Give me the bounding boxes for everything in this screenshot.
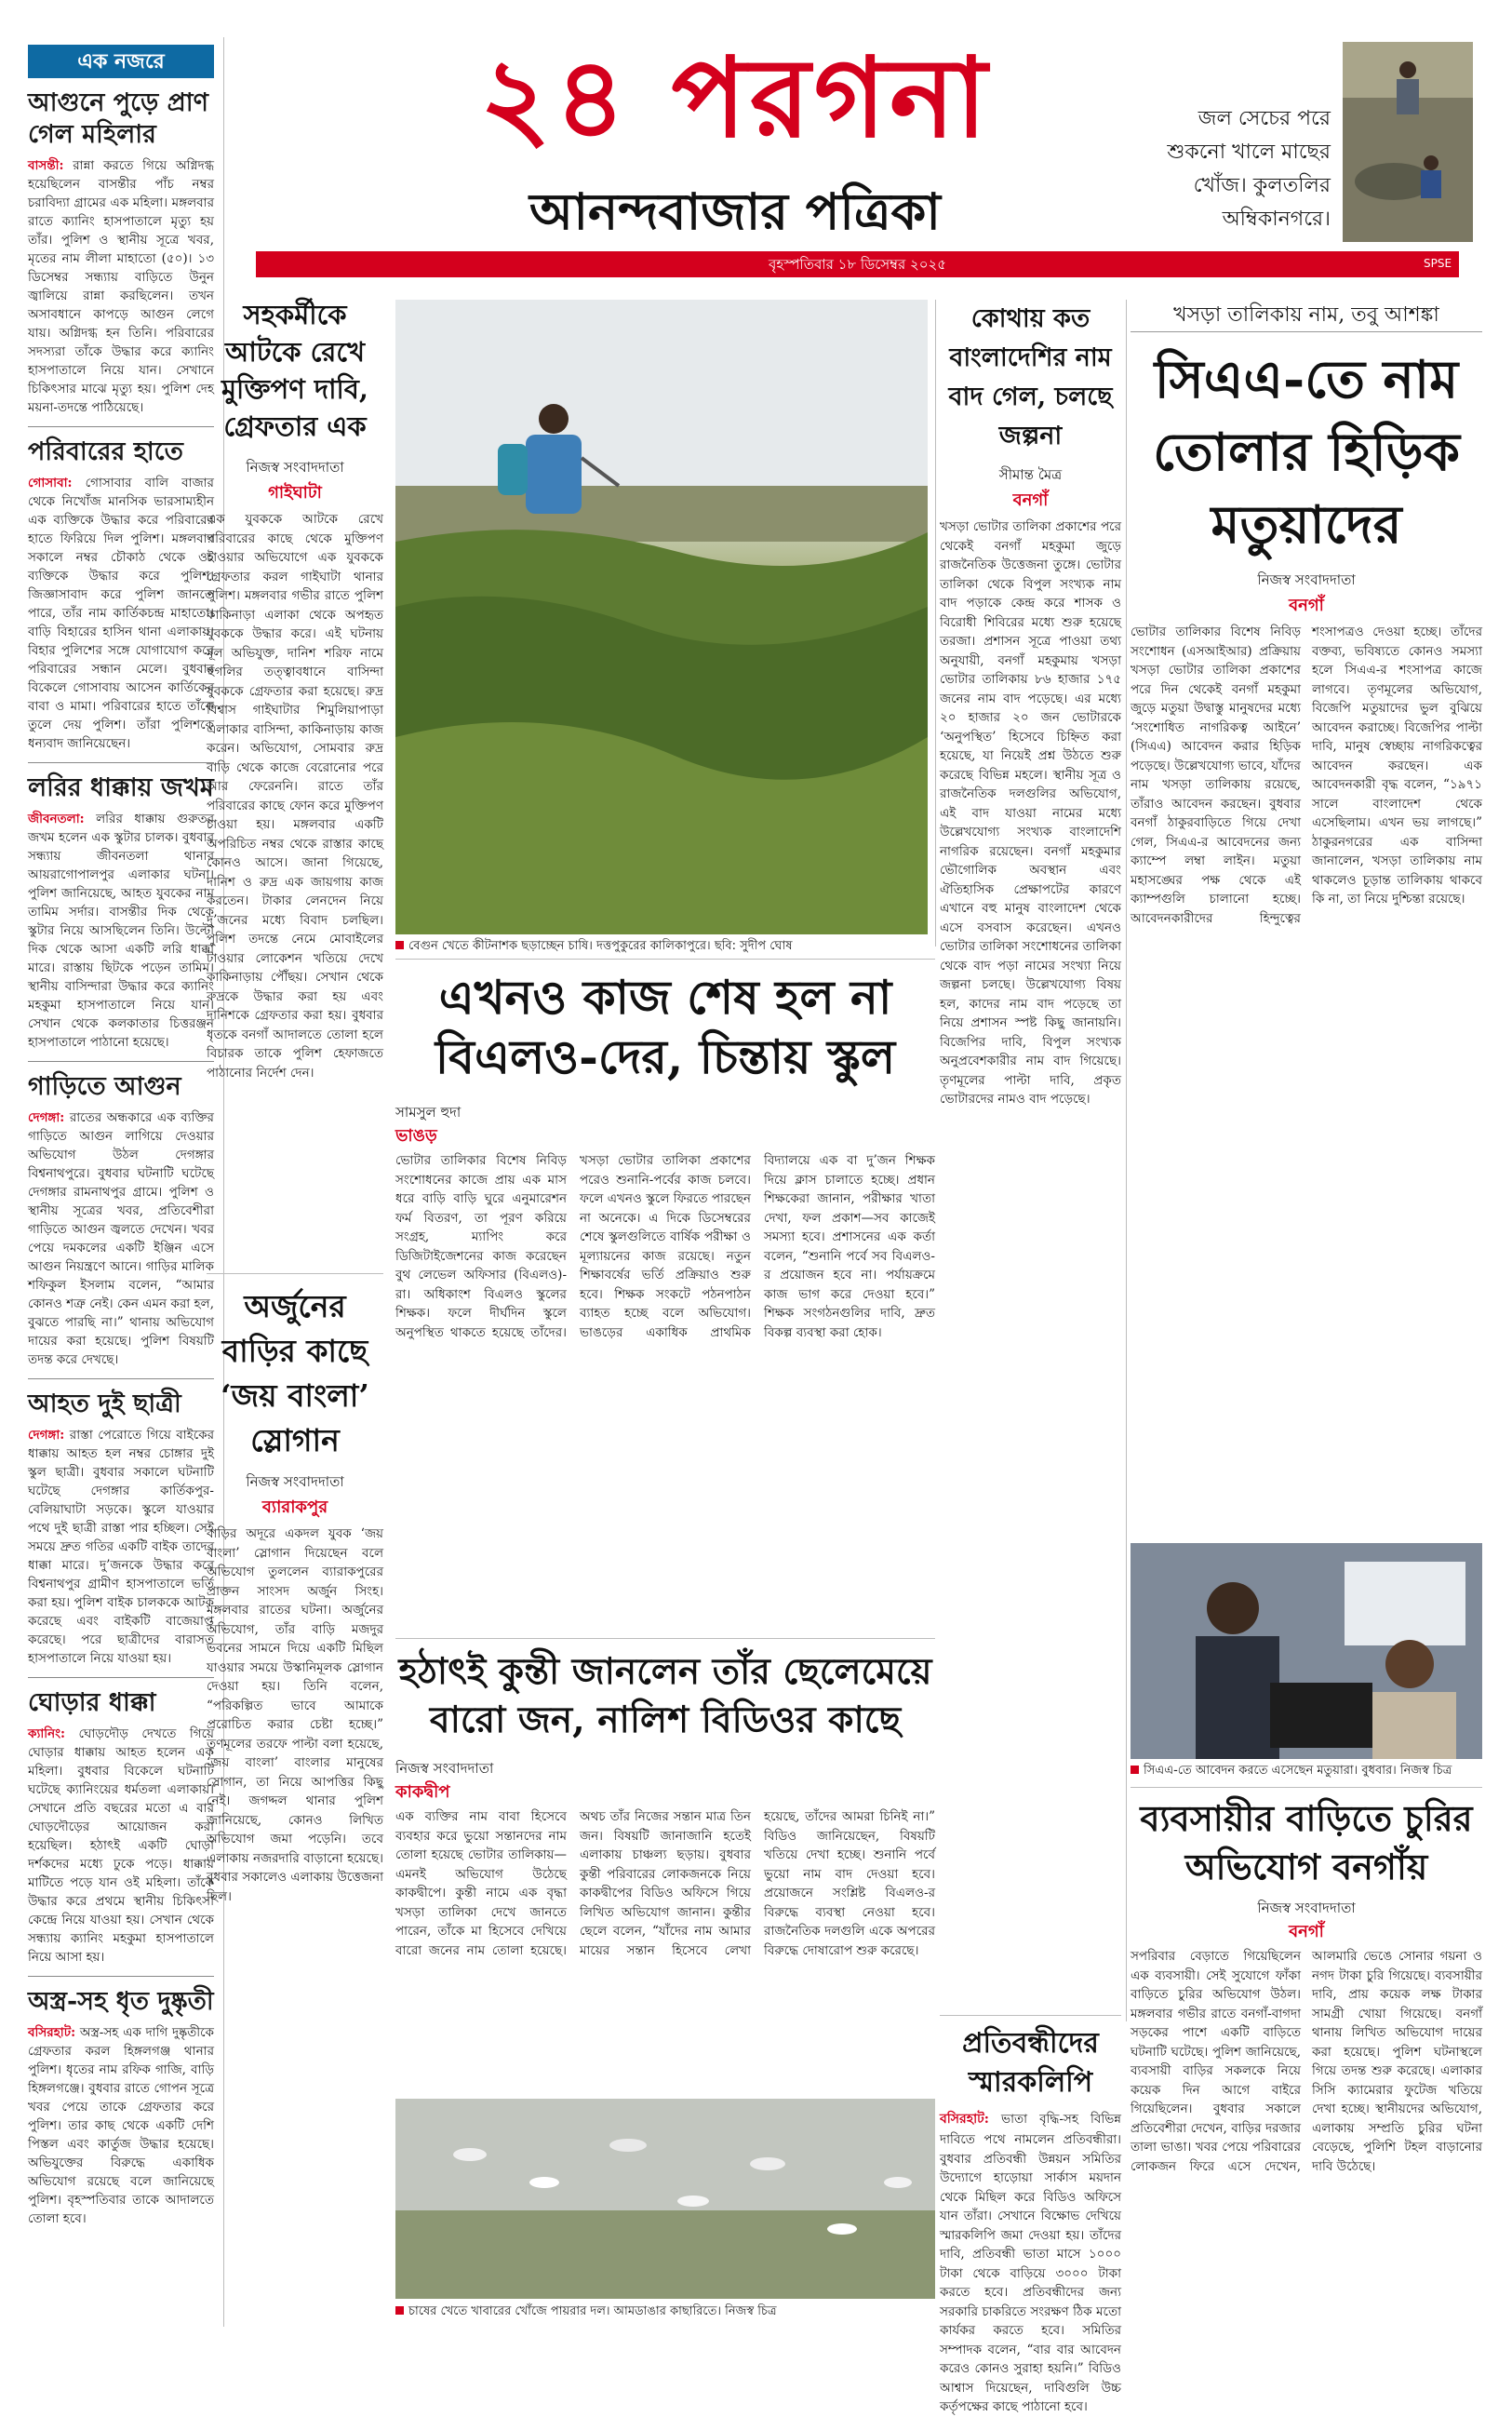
date-bar: বৃহস্পতিবার ১৮ ডিসেম্বর ২০২৫ xyxy=(256,251,1459,277)
photo-caption xyxy=(395,2303,935,2320)
article-byline: নিজস্ব সংবাদদাতা xyxy=(1257,1900,1356,1916)
column-rule xyxy=(935,300,936,947)
article-place: বসিরহাট: xyxy=(940,2112,989,2127)
brief-text: রাতের অন্ধকারে এক ব্যক্তির গাড়িতে আগুন লাগিয়ে দেওয়ার অভিযোগ উঠল দেগঙ্গার বিশ্বনাথপুরে। বুধবার ঘটনাটি ঘটেছে দেগঙ্গার রামনাথপুর গ্রামে। পুলিশ ও স্থানীয় সূত্রের খবর, প্রতিবেশীরা গাড়িতে আগুন জ্বলতে দেখেন। খবর পেয়ে দমকলের একটি ইঞ্জিন এসে আগুন নিয়ন্ত্রণে আনে। গাড়ির মালিক শফিকুল ইসলাম বলেন, “আমার কোনও শত্রু নেই। কেন এমন করা হল, বুঝতে পারছি না।” থানায় অভিযোগ দায়ের করা হয়েছে। পুলিশ বিষয়টি তদন্ত করে দেখছে। xyxy=(28,1110,214,1367)
brief-body xyxy=(28,1725,214,1967)
cca-photo xyxy=(1131,1543,1482,1759)
brief-body xyxy=(28,1426,214,1668)
brief-item xyxy=(28,1071,214,1379)
article-headline: অর্জুনের বাড়ির কাছে ‘জয় বাংলা’ স্লোগান xyxy=(221,1288,369,1458)
article-headline: এখনও কাজ শেষ হল না বিএলও-দের, চিন্তায় স্কুল xyxy=(435,970,896,1084)
brief-place: জীবনতলা: xyxy=(28,812,85,826)
photo-caption xyxy=(395,938,928,955)
teaser-photo-art xyxy=(1343,42,1473,242)
article-body: এক ব্যক্তির নাম বাবা হিসেবে ব্যবহার করে ভুয়ো সন্তানদের নাম তোলা হয়েছে ভোটার তালিকায়—এমনই অভিযোগ উঠেছে কাকদ্বীপে। কুন্তী নামে এক বৃদ্ধা খসড়া তালিকা দেখে জানতে পারেন, তাঁকে মা হিসেবে দেখিয়ে বারো জনের নাম তোলা হয়েছে। অথচ তাঁর নিজের সন্তান মাত্র তিন জন। বিষয়টি জানাজানি হতেই এলাকায় চাঞ্চল্য ছড়ায়। বুধবার কুন্তী পরিবারের লোকজনকে নিয়ে কাকদ্বীপের বিডিও অফিসে গিয়ে লিখিত অভিযোগ জানান। কুন্তীর ছেলে বলেন, “যাঁদের নাম আমার মায়ের সন্তান হিসেবে লেখা হয়েছে, তাঁদের আমরা চিনিই না।” বিডিও জানিয়েছেন, বিষয়টি খতিয়ে দেখা হচ্ছে। শুনানি পর্বে ভুয়ো নাম বাদ দেওয়া হবে। প্রয়োজনে সংশ্লিষ্ট বিএলও-র বিরুদ্ধে ব্যবস্থা নেওয়া হবে। রাজনৈতিক দলগুলি একে অপরের বিরুদ্ধে দোষারোপ শুরু করেছে। xyxy=(395,1809,935,1958)
article-byline: সীমান্ত মৈত্র xyxy=(998,466,1063,483)
blo-headline-block xyxy=(395,968,935,1084)
brief-headline: আহত দুই ছাত্রী xyxy=(28,1390,181,1418)
article-dateline: ভাঙড় xyxy=(395,1126,437,1146)
brief-place: দেগঙ্গা: xyxy=(28,1428,65,1443)
section-rule xyxy=(395,1638,935,1639)
article-byline: সামসুল হুদা xyxy=(395,1104,462,1121)
caption-marker xyxy=(395,2306,404,2315)
brief-body xyxy=(28,1108,214,1369)
article-headline: প্রতিবন্ধীদের স্মারকলিপি xyxy=(962,2027,1099,2099)
brief-body xyxy=(28,2023,214,2228)
brief-headline: লরির ধাক্কায় জখম xyxy=(28,773,214,802)
brief-item xyxy=(28,772,214,1062)
kunti-headline-block xyxy=(395,1647,935,1750)
masthead-teaser xyxy=(1131,102,1331,236)
briefs-column xyxy=(28,45,214,2320)
brief-headline: অস্ত্র-সহ ধৃত দুষ্কৃতী xyxy=(28,1987,214,2016)
teaser-line: শুকনো খালে মাছের xyxy=(1167,141,1331,164)
article-joybangla xyxy=(207,1284,383,2317)
section-rule xyxy=(1131,1787,1482,1788)
article-blo xyxy=(395,1103,935,1619)
article-dateline: বনগাঁ xyxy=(1289,596,1324,615)
article-kunti xyxy=(395,1759,935,2085)
brief-headline: পরিবারের হাতে xyxy=(28,437,183,466)
pigeons-photo xyxy=(395,2099,935,2299)
brief-text: রাস্তা পেরোতে গিয়ে বাইকের ধাক্কায় আহত হল নম্বর চোঙ্গার দুই স্কুল ছাত্রী। বুধবার সকালে ঘটনাটি ঘটেছে দেগঙ্গার কার্তিকপুর-বেলিয়াঘাটা সড়কে। স্কুলে যাওয়ার পথে দুই ছাত্রী রাস্তা পার হচ্ছিল। সেই সময়ে দ্রুত গতির একটি বাইক তাদের ধাক্কা মারে। দু’জনকে উদ্ধার করে বিশ্বনাথপুর গ্রামীণ হাসপাতালে ভর্তি করা হয়। পুলিশ বাইক চালককে আটক করেছে এবং বাইকটি বাজেয়াপ্ত করেছে। পরে ছাত্রীদের বারাসত হাসপাতালে নিয়ে যাওয়া হয়। xyxy=(28,1428,214,1666)
brief-place: ক্যানিং: xyxy=(28,1726,65,1741)
brief-place: বাসন্তী: xyxy=(28,158,64,173)
section-rule xyxy=(940,2015,1121,2016)
pigeons-photo-art xyxy=(395,2099,935,2299)
article-body: বাড়ির অদূরে একদল যুবক ‘জয় বাংলা’ স্লোগান দিয়েছেন বলে অভিযোগ তুললেন ব্যারাকপুরের প্রাক্তন সাংসদ অর্জুন সিংহ। মঙ্গলবার রাতের ঘটনা। অর্জুনের অভিযোগ, তাঁর বাড়ি মজদুর ভবনের সামনে দিয়ে একটি মিছিল যাওয়ার সময়ে উস্কানিমূলক স্লোগান দেওয়া হয়। তিনি বলেন, “পরিকল্পিত ভাবে আমাকে প্ররোচিত করার চেষ্টা হচ্ছে।” তৃণমূলের তরফে পাল্টা বলা হয়েছে, ‘জয় বাংলা’ বাংলার মানুষের স্লোগান, তা নিয়ে আপত্তির কিছু নেই। জগদ্দল থানার পুলিশ জানিয়েছে, কোনও লিখিত অভিযোগ জমা পড়েনি। তবে এলাকায় নজরদারি বাড়ানো হয়েছে। বুধবার সকালেও এলাকায় উত্তেজনা ছিল। xyxy=(207,1526,383,1904)
article-dateline: ব্যারাকপুর xyxy=(261,1497,328,1517)
brief-text: রান্না করতে গিয়ে অগ্নিদগ্ধ হয়েছিলেন বাসন্তীর পাঁচ নম্বর চরাবিদ্যা গ্রামের এক মহিলা। মঙ্গলবার রাতে ক্যানিং হাসপাতালে মৃত্যু হয় তাঁর। পুলিশ ও স্থানীয় সূত্রে খবর, মৃতের নাম লীলা মাহাতো (৫০)। ১৩ ডিসেম্বর সন্ধ্যায় বাড়িতে উনুন জ্বালিয়ে রান্না করছিলেন। তখন অসাবধানে কাপড়ে আগুন লেগে যায়। অগ্নিদগ্ধ হন তিনি। পরিবারের সদস্যরা তাঁকে উদ্ধার করে ক্যানিং হাসপাতালে নিয়ে যান। সেখানে চিকিৎসার মাঝে মৃত্যু হয়। পুলিশ দেহ ময়না-তদন্তে পাঠিয়েছে। xyxy=(28,158,214,415)
section-rule xyxy=(207,1273,383,1274)
article-headline: ব্যবসায়ীর বাড়িতে চুরির অভিযোগ বনগাঁয় xyxy=(1140,1797,1473,1887)
caption-marker xyxy=(395,941,404,949)
article-kicker: খসড়া তালিকায় নাম, তবু আশঙ্কা xyxy=(1131,300,1482,332)
article-byline: নিজস্ব সংবাদদাতা xyxy=(246,1473,344,1490)
brief-body xyxy=(28,156,214,417)
article-body: খসড়া ভোটার তালিকা প্রকাশের পরে থেকেই বনগাঁ মহকুমা জুড়ে রাজনৈতিক উত্তেজনা তুঙ্গে। ভোটার তালিকা থেকে বিপুল সংখ্যক নাম বাদ পড়াকে কেন্দ্র করে শাসক ও বিরোধী শিবিরের মধ্যে শুরু হয়েছে তরজা। প্রশাসন সূত্রে পাওয়া তথ্য অনুযায়ী, বনগাঁ মহকুমায় খসড়া ভোটার তালিকায় ৮৬ হাজার ১৭৫ জনের নাম বাদ পড়েছে। এর মধ্যে ২০ হাজার ২০ জন ভোটারকে ‘অনুপস্থিত’ হিসেবে চিহ্নিত করা হয়েছে, যা নিয়েই প্রশ্ন উঠতে শুরু করেছে বিভিন্ন মহলে। স্থানীয় সূত্র ও রাজনৈতিক দলগুলির অভিযোগ, এই বাদ যাওয়া নামের মধ্যে উল্লেখযোগ্য সংখ্যক বাংলাদেশি নাগরিক রয়েছেন। বনগাঁ মহকুমার ভৌগোলিক অবস্থান এবং ঐতিহাসিক প্রেক্ষাপটের কারণে এখানে বহু মানুষ বাংলাদেশ থেকে এসে বসবাস করেছেন। এখনও ভোটার তালিকা সংশোধনের তালিকা থেকে বাদ পড়া নামের সংখ্যা নিয়ে জল্পনা চলছে। উল্লেখযোগ্য বিষয় হল, কাদের নাম বাদ পড়েছে তা নিয়ে প্রশাসন স্পষ্ট কিছু জানায়নি। বিজেপির দাবি, বিপুল সংখ্যক অনুপ্রবেশকারীর নাম বাদ গিয়েছে। তৃণমূলের পাল্টা দাবি, প্রকৃত ভোটারদের নামও বাদ পড়েছে। xyxy=(940,519,1121,1107)
masthead-title: ২৪ পরগনা xyxy=(479,33,991,162)
article-headline: কোথায় কত বাংলাদেশির নাম বাদ গেল, চলছে জল্পনা xyxy=(948,304,1113,450)
article-dateline: বনগাঁ xyxy=(1012,490,1049,510)
briefs-header: এক নজরে xyxy=(28,45,214,78)
caption-text: চাষের খেতে খাবারের খোঁজে পায়রার দল। আমডাঙার কাছারিতে। নিজস্ব চিত্র xyxy=(408,2304,777,2318)
article-body: এক যুবককে আটকে রেখে পরিবারের কাছে থেকে মুক্তিপণ চাওয়ার অভিযোগে এক যুবককে গ্রেফতার করল গাইঘাটা থানার পুলিশ। মঙ্গলবার গভীর রাতে পুলিশ কাকিনাড়া এলাকা থেকে অপহৃত যুবককে উদ্ধার করে। এই ঘটনায় মূল অভিযুক্ত, দানিশ শরিফ নামে হুগলির তত্ত্বাবধানে বাসিন্দা যুবককে গ্রেফতার করা হয়েছে। রুদ্র বিশ্বাস গাইঘাটার শিমুলিয়াপাড়া এলাকার বাসিন্দা, কাকিনাড়ায় কাজ করেন। অভিযোগ, সোমবার রুদ্র বাড়ি থেকে কাজে বেরোনোর পরে আর ফেরেননি। রাতে তাঁর পরিবারের কাছে ফোন করে মুক্তিপণ চাওয়া হয়। মঙ্গলবার একটি অপরিচিত নম্বর থেকে রাস্তার কাছে কোনও আসে। জানা গিয়েছে, দানিশ ও রুদ্র এক জায়গায় কাজ করতেন। টাকার লেনদেন নিয়ে দু’জনের মধ্যে বিবাদ চলছিল। পুলিশ তদন্তে নেমে মোবাইলের টাওয়ার লোকেশন খতিয়ে দেখে কাকিনাড়ায় পৌঁছয়। সেখান থেকে রুদ্রকে উদ্ধার করা হয় এবং দানিশকে গ্রেফতার করা হয়। বুধবার ধৃতকে বনগাঁ আদালতে তোলা হলে বিচারক তাকে পুলিশ হেফাজতে পাঠানোর নির্দেশ দেন। xyxy=(207,512,383,1081)
article-headline: সহকর্মীকে আটকে রেখে মুক্তিপণ দাবি, গ্রেফতার এক xyxy=(221,299,369,442)
brief-headline: গাড়িতে আগুন xyxy=(28,1072,181,1101)
teaser-line: খোঁজ। কুলতলির xyxy=(1193,174,1331,197)
brief-text: লরির ধাক্কায় গুরুতর জখম হলেন এক স্কুটার চালক। বুধবার সন্ধ্যায় জীবনতলা থানার আয়রাগোপালপুর এলাকার ঘটনা। পুলিশ জানিয়েছে, আহত যুবকের নাম তামিম সর্দার। বাসন্তীর দিক থেকে স্কুটার নিয়ে আসছিলেন তিনি। উল্টো দিক থেকে আসা একটি লরি ধাক্কা মারে। রাস্তায় ছিটকে পড়েন তামিম। স্থানীয় বাসিন্দারা উদ্ধার করে ক্যানিং মহকুমা হাসপাতালে নিয়ে যান। সেখান থেকে কলকাতার চিত্তরঞ্জন হাসপাতালে পাঠানো হয়েছে। xyxy=(28,812,214,1050)
main-photo-art xyxy=(395,300,928,934)
brief-item xyxy=(28,1389,214,1678)
teaser-line: অম্বিকানগরে। xyxy=(1222,208,1331,231)
article-dateline: গাইঘাটা xyxy=(268,483,322,503)
article-theft xyxy=(1131,1794,1482,2320)
brief-place: দেগঙ্গা: xyxy=(28,1110,65,1125)
article-bangladesh xyxy=(940,300,1121,2003)
brief-divider xyxy=(28,1677,214,1678)
brief-item xyxy=(28,87,214,427)
brief-divider xyxy=(28,1378,214,1379)
article-dateline: বনগাঁ xyxy=(1289,1922,1324,1941)
article-ghaighata xyxy=(207,296,383,1264)
teaser-photo xyxy=(1343,42,1473,242)
brief-headline: ঘোড়ার ধাক্কা xyxy=(28,1688,156,1717)
brief-text: গোসাবার বালি বাজার থেকে নিখোঁজ মানসিক ভারসাম্যহীন এক ব্যক্তিকে উদ্ধার করে পরিবারের হাতে ফিরিয়ে দিল পুলিশ। মঙ্গলবার সকালে নম্বর চৌকাঠ থেকে ওই ব্যক্তিকে উদ্ধার করে পুলিশ। জিজ্ঞাসাবাদ করে পুলিশ জানতে পারে, তাঁর নাম কার্তিকচন্দ্র মাহাতো। বাড়ি বিহারের হাসিন থানা এলাকায়। বিহার পুলিশের সঙ্গে যোগাযোগ করে পরিবারের সন্ধান মেলে। বুধবার বিকেলে গোসাবায় আসেন কার্তিকের বাবা ও মামা। পরিবারের হাতে তাঁকে তুলে দেয় পুলিশ। তাঁরা পুলিশকে ধন্যবাদ জানিয়েছেন। xyxy=(28,476,214,751)
caption-text: বেগুন খেতে কীটনাশক ছড়াচ্ছেন চাষি। দত্তপুকুরের কালিকাপুরে। ছবি: সুদীপ ঘোষ xyxy=(408,939,793,953)
masthead-subtitle: আনন্দবাজার পত্রিকা xyxy=(529,181,941,241)
article-dateline: কাকদ্বীপ xyxy=(395,1782,450,1802)
article-byline: নিজস্ব সংবাদদাতা xyxy=(246,459,344,476)
article-body: সপরিবার বেড়াতে গিয়েছিলেন এক ব্যবসায়ী। সেই সুযোগে ফাঁকা বাড়িতে চুরির অভিযোগ উঠল। মঙ্গলবার গভীর রাতে বনগাঁ-বাগদা সড়কের পাশে একটি বাড়িতে ঘটনাটি ঘটেছে। পুলিশ জানিয়েছে, ব্যবসায়ী বাড়ির সকলকে নিয়ে কয়েক দিন আগে বাইরে গিয়েছিলেন। বুধবার সকালে প্রতিবেশীরা দেখেন, বাড়ির দরজার তালা ভাঙা। খবর পেয়ে পরিবারের লোকজন ফিরে এসে দেখেন, আলমারি ভেঙে সোনার গয়না ও নগদ টাকা চুরি গিয়েছে। ব্যবসায়ীর দাবি, প্রায় কয়েক লক্ষ টাকার সামগ্রী খোয়া গিয়েছে। বনগাঁ থানায় লিখিত অভিযোগ দায়ের করা হয়েছে। পুলিশ ঘটনাস্থলে গিয়ে তদন্ত শুরু করেছে। এলাকার সিসি ক্যামেরার ফুটেজ খতিয়ে দেখা হচ্ছে। স্থানীয়দের অভিযোগ, এলাকায় সম্প্রতি চুরির ঘটনা বেড়েছে, পুলিশি টহল বাড়ানোর দাবি উঠেছে। xyxy=(1131,1949,1482,2174)
article-text: ভাতা বৃদ্ধি-সহ বিভিন্ন দাবিতে পথে নামলেন প্রতিবন্ধীরা। বুধবার প্রতিবন্ধী উন্নয়ন সমিতির উদ্যোগে হাড়োয়া সার্কাস ময়দান থেকে মিছিল করে বিডিও অফিসে যান তাঁরা। সেখানে বিক্ষোভ দেখিয়ে স্মারকলিপি জমা দেওয়া হয়। তাঁদের দাবি, প্রতিবন্ধী ভাতা মাসে ১০০০ টাকা থেকে বাড়িয়ে ৩০০০ টাকা করতে হবে। প্রতিবন্ধীদের জন্য সরকারি চাকরিতে সংরক্ষণ ঠিক মতো কার্যকর করতে হবে। সমিতির সম্পাদক বলেন, “বার বার আবেদন করেও কোনও সুরাহা হয়নি।” বিডিও আশ্বাস দিয়েছেন, দাবিগুলি উচ্চ কর্তৃপক্ষের কাছে পাঠানো হবে। xyxy=(940,2112,1121,2414)
column-rule xyxy=(1126,300,1127,2021)
article-matua xyxy=(1131,300,1482,1528)
brief-place: বসিরহাট: xyxy=(28,2025,76,2040)
brief-item xyxy=(28,1687,214,1977)
brief-item xyxy=(28,436,214,763)
article-body xyxy=(940,2108,1121,2417)
article-body: ভোটার তালিকার বিশেষ নিবিড় সংশোধনের কাজে প্রায় এক মাস ধরে বাড়ি বাড়ি ঘুরে এনুমারেশন ফর্ম বিতরণ, তা পূরণ করিয়ে সংগ্রহ, ম্যাপিং করে ডিজিটাইজেশনের কাজ করেছেন বুথ লেভেল অফিসার (বিএলও)-রা। অধিকাংশ বিএলও স্কুলের শিক্ষক। ফলে দীর্ঘদিন স্কুলে অনুপস্থিত থাকতে হয়েছে তাঁদের। খসড়া ভোটার তালিকা প্রকাশের পরেও শুনানি-পর্বের কাজ চলবে। ফলে এখনও স্কুলে ফিরতে পারছেন না অনেকে। এ দিকে ডিসেম্বরের শেষে স্কুলগুলিতে বার্ষিক পরীক্ষা ও মূল্যায়নের কাজ রয়েছে। নতুন শিক্ষাবর্ষের ভর্তি প্রক্রিয়াও শুরু হবে। শিক্ষক সংকটে পঠনপাঠন ব্যাহত হচ্ছে বলে অভিযোগ। ভাঙড়ের একাধিক প্রাথমিক বিদ্যালয়ে এক বা দু’জন শিক্ষক দিয়ে ক্লাস চালাতে হচ্ছে। প্রধান শিক্ষকেরা জানান, পরীক্ষার খাতা দেখা, ফল প্রকাশ—সব কাজেই সমস্যা হবে। প্রশাসনের এক কর্তা বলেন, “শুনানি পর্বে সব বিএলও-র প্রয়োজন হবে না। পর্যায়ক্রমে কাজ ভাগ করে দেওয়া হবে।” শিক্ষক সংগঠনগুলির দাবি, দ্রুত বিকল্প ব্যবস্থা করা হোক। xyxy=(395,1153,935,1340)
brief-headline: আগুনে পুড়ে প্রাণ গেল মহিলার xyxy=(28,88,208,149)
article-body: ভোটার তালিকার বিশেষ নিবিড় সংশোধন (এসআইআর) প্রক্রিয়ায় খসড়া ভোটার তালিকা প্রকাশের পরে দিন থেকেই বনগাঁ মহকুমা জুড়ে মতুয়া উদ্বাস্তু মানুষদের মধ্যে ‘সংশোধিত নাগরিকত্ব আইনে’ (সিএএ) আবেদন করার হিড়িক পড়েছে। উল্লেখযোগ্য ভাবে, যাঁদের নাম খসড়া তালিকায় রয়েছে, তাঁরাও আবেদন করছেন। বুধবার বনগাঁ ঠাকুরবাড়িতে গিয়ে দেখা গেল, সিএএ-র আবেদনের জন্য ক্যাম্পে লম্বা লাইন। মতুয়া মহাসঙ্ঘের পক্ষ থেকে এই ক্যাম্পগুলি চালানো হচ্ছে। আবেদনকারীদের হিন্দুত্বের শংসাপত্রও দেওয়া হচ্ছে। তাঁদের বক্তব্য, ভবিষ্যতে কোনও সমস্যা হলে সিএএ-র শংসাপত্র কাজে লাগবে। তৃণমূলের অভিযোগ, বিজেপি মতুয়াদের ভুল বুঝিয়ে আবেদন করাচ্ছে। বিজেপির পাল্টা দাবি, মানুষ স্বেচ্ছায় নাগরিকত্বের আবেদন করছেন। এক আবেদনকারী বৃদ্ধ বলেন, “১৯৭১ সালে বাংলাদেশ থেকে এসেছিলাম। এখন ভয় লাগছে।” ঠাকুরনগরের এক বাসিন্দা জানালেন, খসড়া তালিকায় নাম থাকলেও চূড়ান্ত তালিকায় থাকবে কি না, তা নিয়ে দুশ্চিন্তা রয়েছে। xyxy=(1131,624,1482,926)
brief-divider xyxy=(28,762,214,763)
teaser-line: জল সেচের পরে xyxy=(1198,107,1331,130)
photo-credit: SPSE xyxy=(1424,257,1452,270)
brief-item xyxy=(28,1986,214,2228)
article-memorial xyxy=(940,2024,1121,2414)
cca-photo-art xyxy=(1131,1543,1482,1759)
article-byline: নিজস্ব সংবাদদাতা xyxy=(1257,571,1356,588)
brief-text: অস্ত্র-সহ এক দাগি দুষ্কৃতীকে গ্রেফতার করল হিঙ্গলগঞ্জ থানার পুলিশ। ধৃতের নাম রফিক গাজি, বাড়ি হিঙ্গলগঞ্জে। বুধবার রাতে গোপন সূত্রে খবর পেয়ে তাকে গ্রেফতার করে পুলিশ। তার কাছ থেকে একটি দেশি পিস্তল এবং কার্তুজ উদ্ধার হয়েছে। অভিযুক্তের বিরুদ্ধে একাধিক অভিযোগ রয়েছে বলে জানিয়েছে পুলিশ। বৃহস্পতিবার তাকে আদালতে তোলা হবে। xyxy=(28,2025,214,2226)
caption-text: সিএএ-তে আবেদন করতে এসেছেন মতুয়ারা। বুধবার। নিজস্ব চিত্র xyxy=(1144,1764,1452,1778)
caption-marker xyxy=(1131,1766,1139,1774)
brief-place: গোসাবা: xyxy=(28,476,73,490)
article-headline: হঠাৎই কুন্তী জানলেন তাঁর ছেলেমেয়ে বারো জন, নালিশ বিডিওর কাছে xyxy=(398,1650,932,1741)
photo-caption xyxy=(1131,1763,1482,1779)
brief-body xyxy=(28,474,214,753)
article-headline: সিএএ-তে নাম তোলার হিড়িক মতুয়াদের xyxy=(1153,349,1460,556)
brief-divider xyxy=(28,1976,214,1977)
main-photo xyxy=(395,300,928,934)
brief-body xyxy=(28,810,214,1052)
brief-divider xyxy=(28,426,214,427)
article-byline: নিজস্ব সংবাদদাতা xyxy=(395,1760,494,1777)
brief-divider xyxy=(28,1061,214,1062)
section-rule xyxy=(395,959,935,960)
brief-text: ঘোড়দৌড় দেখতে গিয়ে ঘোড়ার ধাক্কায় আহত হলেন এক মহিলা। বুধবার বিকেলে ঘটনাটি ঘটেছে ক্যানিংয়ের ধর্মতলা এলাকায়। সেখানে প্রতি বছরের মতো এ বার ঘোড়দৌড়ের আয়োজন করা হয়েছিল। হঠাৎই একটি ঘোড়া দর্শকদের মধ্যে ঢুকে পড়ে। ধাক্কায় মাটিতে পড়ে যান ওই মহিলা। তাঁকে উদ্ধার করে প্রথমে স্থানীয় চিকিৎসা কেন্দ্রে নিয়ে যাওয়া হয়। সেখান থেকে সন্ধ্যায় ক্যানিং মহকুমা হাসপাতালে নিয়ে আসা হয়। xyxy=(28,1726,214,1965)
